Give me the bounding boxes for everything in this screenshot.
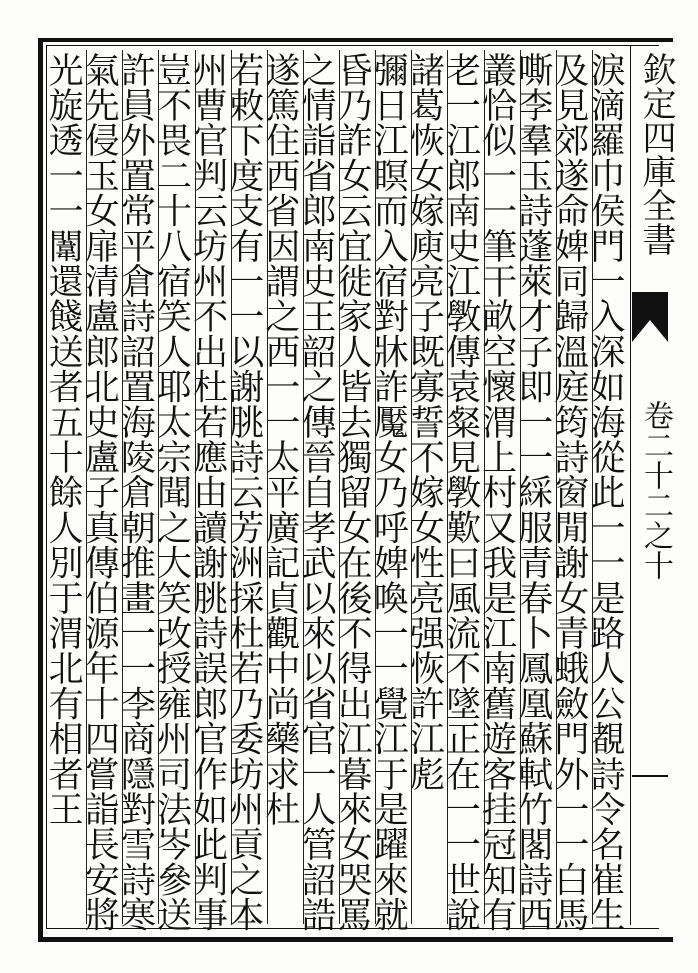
column-rule: [86, 50, 87, 924]
book-title: 欽定四庫全書: [636, 52, 676, 256]
column-rule: [267, 50, 268, 924]
column-rule: [375, 50, 376, 924]
text-column: 老一江郎南史江斆傳袁粲見斆歎曰風流不墜正在一一世說: [440, 52, 481, 932]
text-column: 彌日江瞑而入宿對牀詐魘女乃呼婢喚一一覺江于是躍來就: [368, 52, 409, 932]
text-column: 昏乃詐女云宜徙家人皆去獨留女在後不得出江暮來女哭罵: [332, 52, 373, 932]
column-rule: [520, 50, 521, 924]
column-rule: [484, 50, 485, 924]
column-rule: [339, 50, 340, 924]
text-column: 遂篤住西省因謂之西一一太平廣記貞觀中尚藥求杜: [259, 52, 300, 827]
column-rule: [231, 50, 232, 924]
fishtail-mark-bottom: [632, 770, 668, 800]
text-column: 許員外置常平倉詩詔置海陵倉朝推畫一一李商隱對雪詩寒: [115, 52, 156, 932]
text-column: 若敕下度支有一一以謝朓詩云芳洲採杜若乃委坊州貢之本: [223, 52, 264, 932]
text-column: 州曹官判云坊州不出杜若應由讀謝朓詩誤郎官作如此判事: [187, 52, 228, 932]
text-column: 及見郊遂命婢同歸溫庭筠詩窗閒謝女青蛾斂門外一一白馬: [548, 52, 589, 932]
fishtail-mark-top: [632, 292, 668, 342]
text-column: 叢恰似一一筆干畝空懷渭上村又我是江南舊遊客挂冠知有: [476, 52, 517, 932]
text-column: 豈不畏二十八宿笑人耶太宗聞之大笑改授雍州司法岑參送: [151, 52, 192, 932]
text-column: 之情詣省郎南史王韶之傳晉自孝武以來以省官一人管詔誥: [296, 52, 336, 932]
text-column: 淚滴羅巾侯門一入深如海從此一一是路人公覩詩令名崔生: [585, 52, 625, 932]
text-column: 氣先侵玉女扉清盧郎北史盧子真傳伯源年十四嘗詣長安將: [79, 52, 120, 932]
column-rule: [303, 50, 304, 924]
text-column: 嘶李羣玉詩蓬萊才子即一一綵服青春卜鳳凰蘇軾竹閣詩西: [512, 52, 553, 932]
column-rule: [411, 50, 412, 924]
text-column: 諸葛恢女嫁庾亮子既寡誓不嫁女性亮强恢許江彪: [404, 52, 445, 792]
text-column: 光旋透一一闈還餞送者五十餘人別于渭北有相者王: [43, 52, 84, 827]
column-rule: [592, 50, 593, 924]
column-rule: [122, 50, 123, 924]
volume-label: 卷二十二之十: [638, 400, 673, 580]
column-rule: [195, 50, 196, 924]
column-rule: [158, 50, 159, 924]
column-rule: [447, 50, 448, 924]
column-rule: [556, 50, 557, 924]
